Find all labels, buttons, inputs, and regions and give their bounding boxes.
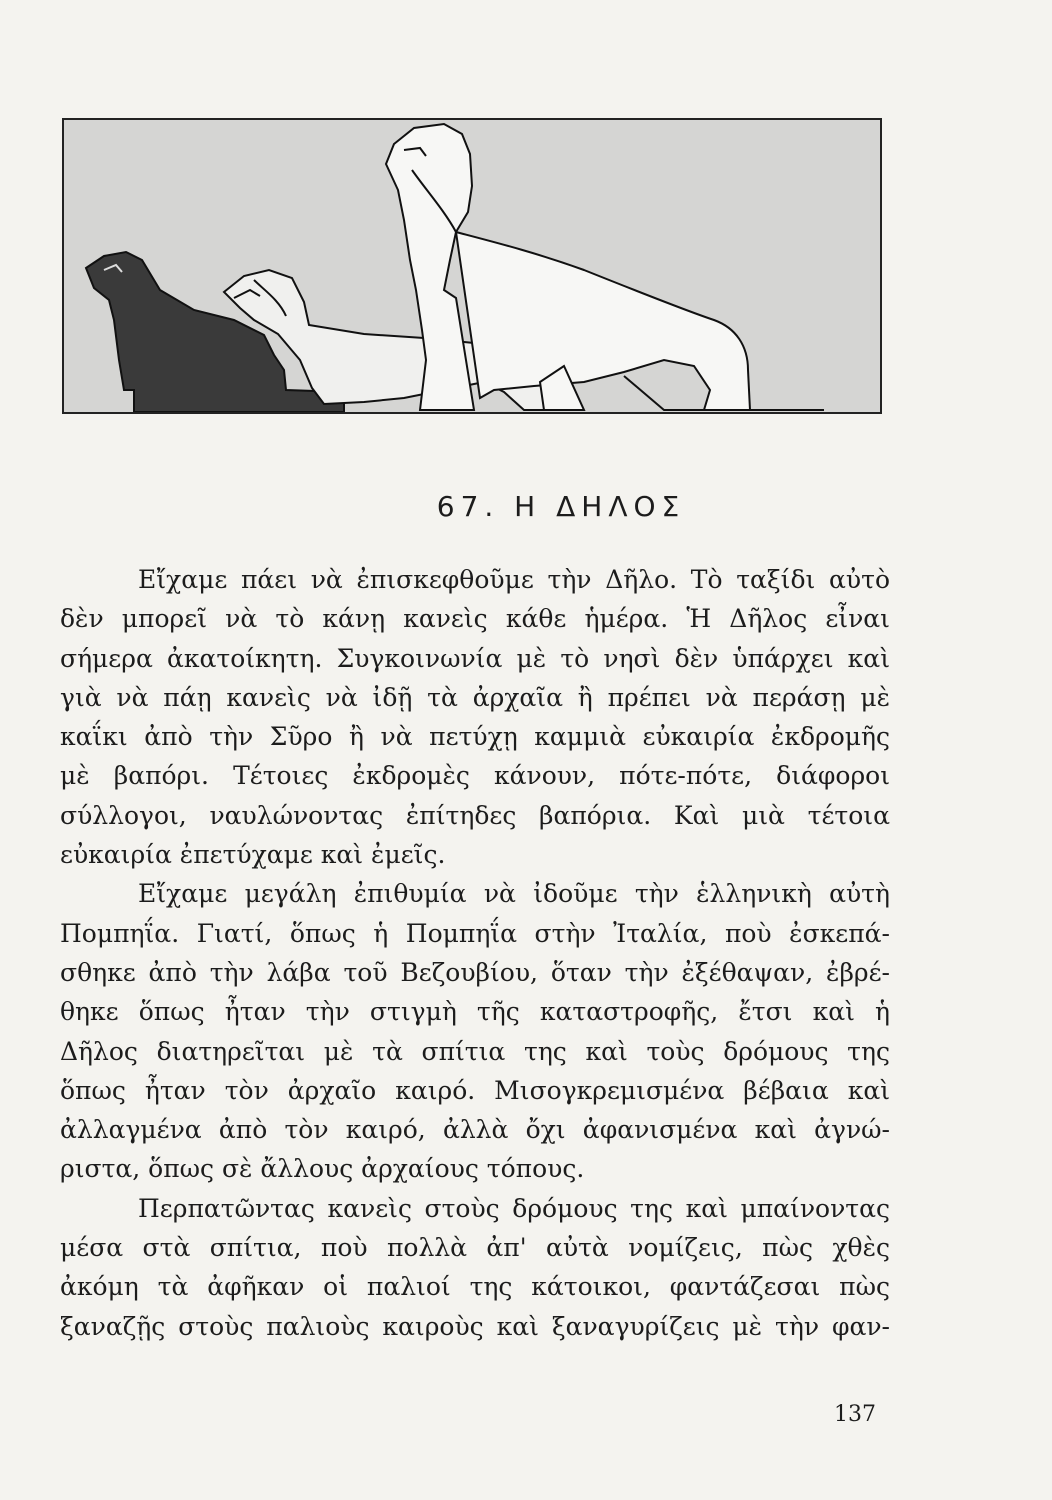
paragraph-1 xyxy=(60,560,890,874)
large-lion-figure xyxy=(386,124,824,410)
body-text xyxy=(60,560,890,1346)
text-line: Δῆλος διατηρεῖται μὲ τὰ σπίτια της καὶ τοὺς δρόμους της xyxy=(60,1036,890,1066)
text-line: ὅπως ἦταν τὸν ἀρχαῖο καιρό. Μισογκρεμισμένα βέβαια καὶ xyxy=(60,1075,890,1105)
text-line: δὲν μπορεῖ νὰ τὸ κάνῃ κανεὶς κάθε ἡμέρα. Ἡ Δῆλος εἶναι xyxy=(60,604,890,634)
text-line: καΐκι ἀπὸ τὴν Σῦρο ἢ νὰ πετύχῃ καμμιὰ εὐκαιρία ἐκδρομῆς xyxy=(60,722,890,752)
text-line: Εἴχαμε πάει νὰ ἐπισκεφθοῦμε τὴν Δῆλο. Τὸ ταξίδι αὐτὸ xyxy=(138,565,890,594)
chapter-title: 67. Η ΔΗΛΟΣ xyxy=(436,490,686,523)
lions-of-delos-illustration xyxy=(62,118,882,414)
paragraph-3 xyxy=(60,1189,890,1346)
text-line: μέσα στὰ σπίτια, ποὺ πολλὰ ἀπ' αὐτὰ νομίζεις, πὼς χθὲς xyxy=(60,1233,890,1263)
text-line: θηκε ὅπως ἦταν τὴν στιγμὴ τῆς καταστροφῆς, ἔτσι καὶ ἡ xyxy=(60,997,890,1027)
text-line: σύλλογοι, ναυλώνοντας ἐπίτηδες βαπόρια. Καὶ μιὰ τέτοια xyxy=(60,800,890,830)
text-line: Περπατῶντας κανεὶς στοὺς δρόμους της καὶ μπαίνοντας xyxy=(138,1193,890,1223)
paragraph-2 xyxy=(60,874,890,1188)
text-line: ἀκόμη τὰ ἀφῆκαν οἱ παλιοί της κάτοικοι, φαντάζεσαι πὼς xyxy=(60,1272,890,1302)
text-line: σθηκε ἀπὸ τὴν λάβα τοῦ Βεζουβίου, ὅταν τὴν ἐξέθαψαν, ἐβρέ- xyxy=(60,957,890,987)
lions-drawing xyxy=(64,120,880,412)
text-line: γιὰ νὰ πάῃ κανεὶς νὰ ἰδῇ τὰ ἀρχαῖα ἢ πρέπει νὰ περάσῃ μὲ xyxy=(60,682,890,712)
text-line: Εἴχαμε μεγάλη ἐπιθυμία νὰ ἰδοῦμε τὴν ἑλληνικὴ αὐτὴ xyxy=(138,879,890,909)
text-line: μὲ βαπόρι. Τέτοιες ἐκδρομὲς κάνουν, πότε-πότε, διάφοροι xyxy=(60,761,890,791)
text-line: εὐκαιρία ἐπετύχαμε καὶ ἐμεῖς. xyxy=(60,840,446,870)
text-line: ἀλλαγμένα ἀπὸ τὸν καιρό, ἀλλὰ ὄχι ἀφανισμένα καὶ ἀγνώ- xyxy=(60,1115,890,1145)
text-line: σήμερα ἀκατοίκητη. Συγκοινωνία μὲ τὸ νησὶ δὲν ὑπάρχει καὶ xyxy=(60,643,890,673)
text-line: ξαναζῇς στοὺς παλιοὺς καιροὺς καὶ ξαναγυρίζεις μὲ τὴν φαν- xyxy=(60,1311,890,1341)
text-line: Πομπηΐα. Γιατί, ὅπως ἡ Πομπηΐα στὴν Ἰταλία, ποὺ ἐσκεπά- xyxy=(60,918,890,948)
text-line: ριστα, ὅπως σὲ ἄλλους ἀρχαίους τόπους. xyxy=(60,1154,585,1184)
page-number: 137 xyxy=(834,1402,876,1427)
